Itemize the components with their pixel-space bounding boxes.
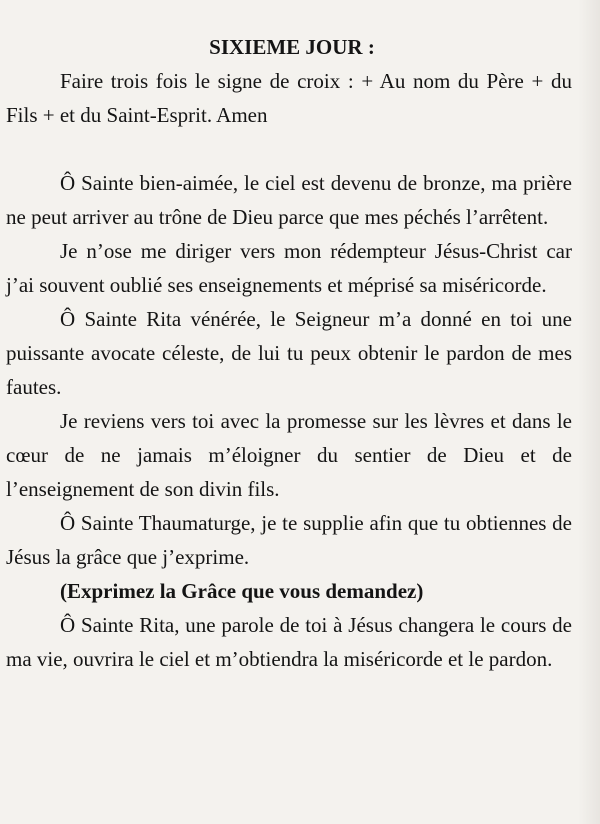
- prayer-paragraph-4: Je reviens vers toi avec la promesse sur les lèvres et dans le cœur de ne jamais m’éloigner du sentier de Dieu et de l’enseignement de son divin fils.: [6, 409, 572, 501]
- page-title: SIXIEME JOUR :: [209, 35, 375, 59]
- prayer-paragraph-1: Ô Sainte bien-aimée, le ciel est devenu de bronze, ma prière ne peut arriver au trône de Dieu parce que mes péchés l’arrêtent.: [6, 171, 572, 229]
- instruction-line: (Exprimez la Grâce que vous demandez): [60, 579, 424, 603]
- prayer-paragraph-3: Ô Sainte Rita vénérée, le Seigneur m’a donné en toi une puissante avocate céleste, de lui tu peux obtenir le pardon de mes fautes.: [6, 307, 572, 399]
- prayer-paragraph-5: Ô Sainte Thaumaturge, je te supplie afin que tu obtiennes de Jésus la grâce que j’exprime.: [6, 511, 572, 569]
- closing-paragraph: Ô Sainte Rita, une parole de toi à Jésus changera le cours de ma vie, ouvrira le ciel et m’obtiendra la miséricorde et le pardon.: [6, 613, 572, 671]
- intro-paragraph: Faire trois fois le signe de croix : + Au nom du Père + du Fils + et du Saint-Esprit. Amen: [6, 69, 572, 127]
- blank-line: [6, 132, 572, 166]
- prayer-paragraph-2: Je n’ose me diriger vers mon rédempteur Jésus-Christ car j’ai souvent oublié ses enseignements et méprisé sa miséricorde.: [6, 239, 572, 297]
